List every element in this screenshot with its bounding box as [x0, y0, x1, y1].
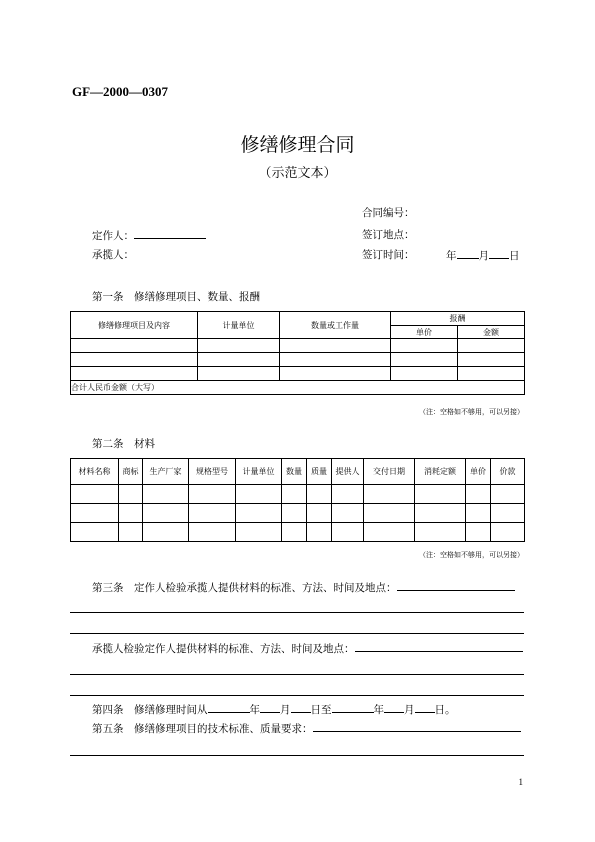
contractor-label: 承揽人：	[92, 249, 134, 261]
remuneration-table	[70, 311, 525, 395]
end-year-blank	[332, 701, 374, 713]
sign-year: 年	[446, 250, 457, 262]
start-day-blank	[291, 701, 311, 713]
materials-col-header: 价款	[491, 459, 525, 485]
article-4-line	[92, 701, 456, 717]
article-2-note: （注：空格如不够用，可以另接）	[419, 551, 524, 559]
col-pay-header: 报酬	[391, 312, 525, 326]
page-number: 1	[518, 777, 523, 787]
materials-col-header: 计量单位	[236, 459, 282, 485]
materials-col-header: 数量	[282, 459, 307, 485]
materials-col-header: 生产厂家	[143, 459, 189, 485]
end-month: 月	[404, 704, 415, 716]
article-5-line	[92, 720, 521, 736]
end-month-blank	[384, 701, 404, 713]
client-field	[92, 227, 206, 243]
col-qty-header: 数量或工作量	[280, 312, 391, 339]
start-year-blank	[208, 701, 250, 713]
article-1-note: （注：空格如不够用，可以另接）	[419, 408, 524, 416]
document-title: 修缮修理合同	[240, 134, 355, 156]
fill-line	[70, 695, 524, 696]
end-day-blank	[415, 701, 435, 713]
materials-col-header: 提供人	[332, 459, 364, 485]
article-1-heading: 第一条 修缮修理项目、数量、报酬	[92, 291, 260, 303]
col-price-header: 单价	[391, 326, 458, 339]
client-label: 定作人：	[92, 230, 134, 242]
end-year: 年	[373, 704, 384, 716]
fill-line	[70, 612, 524, 613]
article-3-blank-2	[355, 640, 523, 652]
table-row	[71, 339, 525, 353]
sign-day: 日	[509, 250, 520, 262]
table-row	[71, 353, 525, 367]
table-row	[71, 504, 525, 523]
table-row	[71, 367, 525, 381]
to-label: 日至	[310, 704, 332, 716]
article-5-text: 第五条 修缮修理项目的技术标准、质量要求：	[92, 723, 313, 735]
start-month-blank	[260, 701, 280, 713]
end-day: 日。	[434, 704, 456, 716]
article-3-text-2: 承揽人检验定作人提供材料的标准、方法、时间及地点：	[92, 643, 355, 655]
materials-col-header: 规格型号	[189, 459, 236, 485]
sign-time-label: 签订时间：	[362, 249, 415, 261]
sign-day-blank	[489, 247, 509, 259]
start-month: 月	[280, 704, 291, 716]
fill-line	[70, 633, 524, 634]
contract-no-label: 合同编号：	[362, 207, 415, 219]
sign-month: 月	[478, 250, 489, 262]
article-3-line	[92, 579, 515, 595]
article-4-prefix: 第四条 修缮修理时间从	[92, 704, 208, 716]
table-row	[71, 523, 525, 542]
col-unit-header: 计量单位	[198, 312, 280, 339]
start-year: 年	[249, 704, 260, 716]
total-amount-label: 合计人民币金额（大写）	[71, 381, 525, 395]
sign-date	[446, 247, 520, 263]
article-3-text: 第三条 定作人检验承揽人提供材料的标准、方法、时间及地点：	[92, 582, 397, 594]
col-amount-header: 金额	[458, 326, 525, 339]
materials-col-header: 质量	[307, 459, 332, 485]
materials-col-header: 单价	[466, 459, 491, 485]
col-item-header: 修缮修理项目及内容	[71, 312, 198, 339]
article-3-blank	[397, 579, 515, 591]
document-code: GF—2000—0307	[72, 84, 169, 99]
materials-col-header: 材料名称	[71, 459, 119, 485]
client-blank	[134, 227, 206, 239]
fill-line	[70, 674, 524, 675]
materials-table	[70, 458, 525, 542]
sign-place-label: 签订地点：	[362, 229, 415, 241]
materials-col-header: 消耗定额	[415, 459, 466, 485]
article-5-blank	[313, 720, 521, 732]
table-row	[71, 485, 525, 504]
materials-col-header: 商标	[119, 459, 143, 485]
article-3-line-2	[92, 640, 523, 656]
fill-line	[70, 755, 524, 756]
document-subtitle: （示范文本）	[258, 166, 337, 181]
materials-col-header: 交付日期	[364, 459, 415, 485]
sign-month-blank	[457, 247, 479, 259]
article-2-heading: 第二条 材料	[92, 438, 155, 450]
